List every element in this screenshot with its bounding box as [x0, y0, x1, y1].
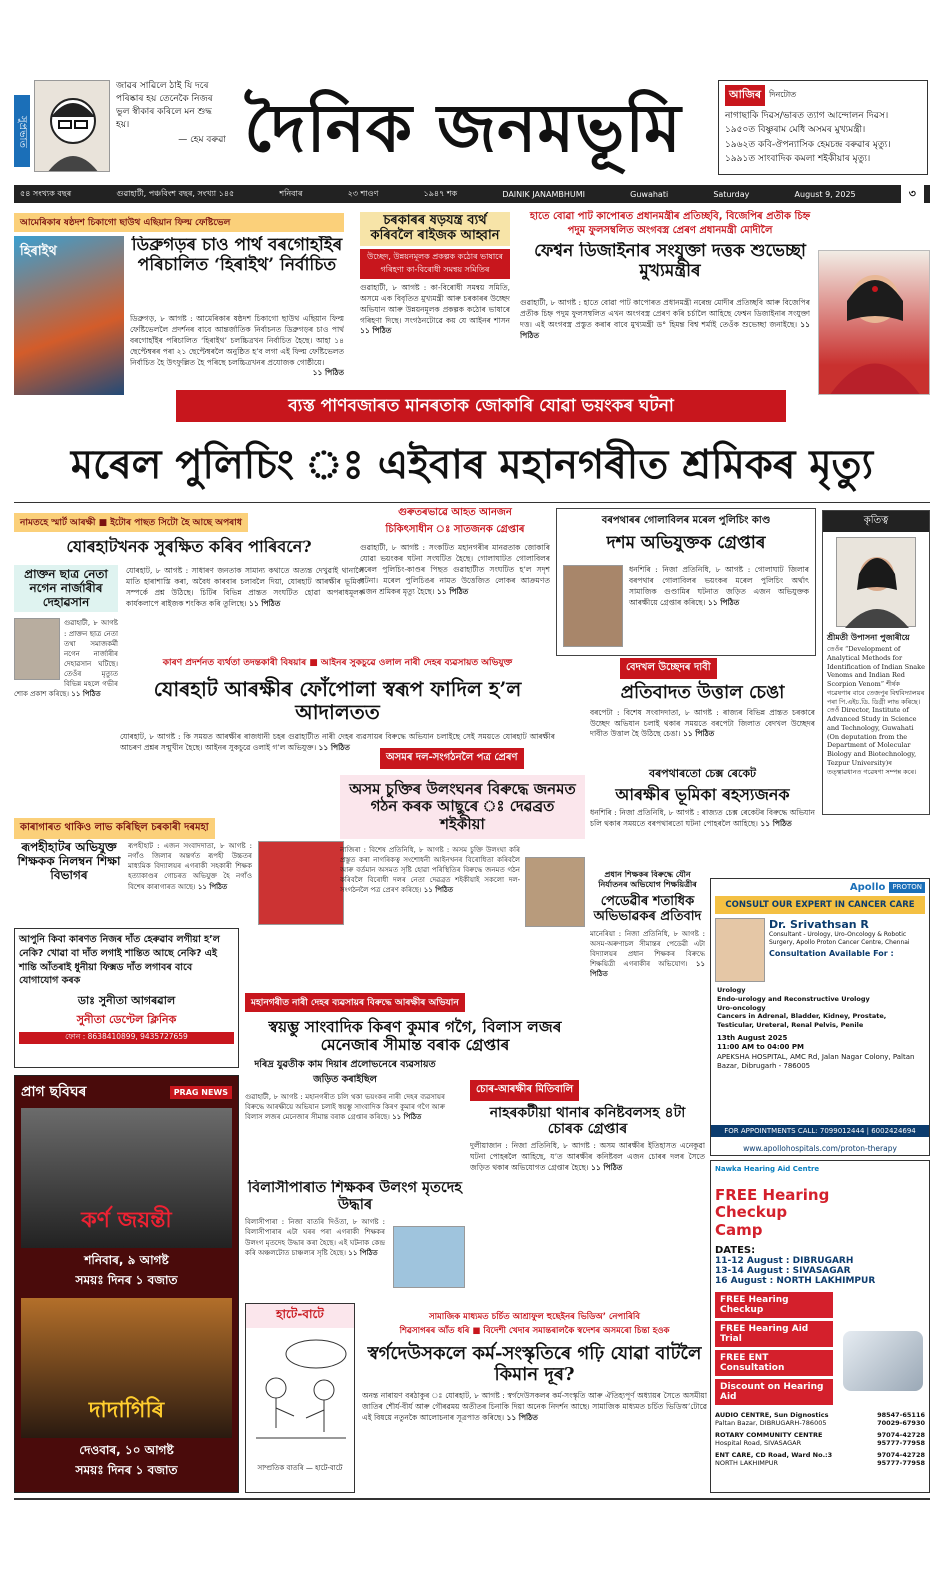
- cinema-badge: PRAG NEWS: [170, 1086, 232, 1099]
- kicker: বেদখল উচ্ছেদৰ দাবী: [620, 658, 717, 679]
- kicker: আমেৰিকাৰ ষষ্ঠদশ চিকাগো ছাউথ এছিয়ান ফিল্ম ফেষ্টিভেল: [14, 213, 344, 232]
- story-court: কাৰণ প্ৰদৰ্শনত ব্যৰ্থতা তদন্তকাৰী বিষয়াৰ ■ আইনৰ সুকচুৱে ওলাল নাৰী দেহৰ ব্যৱসায়ত অভিযুক্ত যোৰহাট আৰক্ষীৰ ফোঁপোলা স্বৰূপ ফাদিল হ’ল আদালতত যোৰহাট, ৮ আগষ্ট : কি সময়ত আৰক্ষীৰ ৰাজধানী চহৰ গুৱাহাটীত নাৰী দেহৰ ব্যৱসায়ৰ বিৰুদ্ধে অভিযান চলাইছে সেই সময়তে যোৰহাট আৰক্ষীৰ আচৰণ প্ৰশ্নৰ সন্মুখীন হৈছে। আইনৰ সুকচুৱে ওলাই গ’ল অভিযুক্ত। ১১ পিঠিত: [120, 658, 555, 752]
- headline: ডিব্ৰুগড়ৰ চাও পাৰ্থ বৰগোহাঁইৰ পৰিচালিত ‘হিৰাইথ’ নিৰ্বাচিত: [131, 236, 343, 275]
- today-item: ১৯৫০ত বিষ্ণুৰাম মেধি অসমৰ মুখ্যমন্ত্ৰী।: [725, 125, 866, 136]
- headline: আৰক্ষীৰ ভূমিকা ৰহস্যজনক: [615, 785, 790, 804]
- lead-headline: মৰেল পুলিচিং ঃ এইবাৰ মহানগৰীত শ্ৰমিকৰ মৃত্যু: [70, 441, 874, 488]
- today-sub: দিনটোত: [769, 90, 797, 99]
- krititwa-photo: [836, 537, 916, 627]
- apollo-appointments: FOR APPOINTMENTS CALL: 7099012444 | 6002424694: [711, 1125, 929, 1137]
- krititwa-body: তেওঁৰ “Development of Analytical Methods for Identification of Indian Snake Venoms and Indian Red Scorpion Venom” শীৰ্ষক গৱেষণাৰ বাবে তেজপুৰ বিশ্ববিদ্যালয়ৰ পৰা পি.এইচ.ডি. ডিগ্ৰী লাভ কৰিছে। তেওঁ Director, Institute of Advanced Study in Science and Technology, Guwahati (On deputation from the Department of Molecular Biology and Biotechnology, Tezpur University)ৰ তত্ত্বাৱধানত গৱেষণা সম্পন্ন কৰে।: [827, 645, 925, 776]
- apollo-banner: CONSULT OUR EXPERT IN CANCER CARE: [715, 896, 925, 914]
- headline: নাহৰকটীয়া থানাৰ কনিষ্টবলসহ ৪টা চোৰক গ্ৰেপ্তাৰ: [489, 1105, 686, 1138]
- apollo-url[interactable]: www.apollohospitals.com/proton-therapy: [743, 1144, 897, 1153]
- kicker: শিৱসাগৰৰ আঁত ধৰি ■ বিদেশী খেদাৰ সমান্তৰালকৈ স্বদেশৰ অসমৰো চিন্তা হওক: [399, 1326, 670, 1336]
- krititwa-label: কৃতিত্ব: [823, 511, 929, 532]
- story-film: [14, 210, 344, 395]
- hearing-ad: Nawka Hearing Aid Centre FREE Hearing Checkup Camp DATES: 11-12 August : DIBRUGARH 13-14 August : SIVASAGAR 16 August : NORTH LAKHIMPUR FREE Hearing Checkup FREE Hearing Aid Trial FREE ENT Consultation Discount on Hearing Aid AUDIO CENTRE, Sun Dignostics Paltan Bazar, DIBRUGARH-786005 98547-65116 70029-67930 ROTARY COMMUNITY CENTRE Hospital Road, SIVASAGAR 97074-42728 95777-77958 ENT CARE, CD Road, Ward No.:3 NORTH LAKHIMPUR 97074-42728 95777-77958: [710, 1160, 930, 1493]
- movie-poster-1: কৰ্ণ জয়ন্তী: [21, 1108, 232, 1248]
- today-label: আজিৰ: [725, 85, 765, 106]
- kicker: চোৰ-আৰক্ষীৰ মিতিবালি: [470, 1080, 579, 1101]
- apollo-ad: Apollo PROTON CONSULT OUR EXPERT IN CANCER CARE Dr. Srivathsan R Consultant - Urology, Uro-Oncology & Robotic Surgery, Apollo Proton Cancer Centre, Chennai Consultation Available For : Urology Endo-urology and Reconstructive Urology Uro-oncology Cancers in Adrenal, Bladder, Kidney, Prostate, Testicular, Ureteral, Renal Pelvis, Penile 13th August 2025 11:00 AM to 04:00 PM APEKSHA HOSPITAL, AMC Rd, Jalan Nagar Colony, Paltan Bazar, Dibrugarh - 786005 FOR APPOINTMENTS CALL: 7099012444 | 6002424694 www.apollohospitals.com/proton-therapy: [710, 878, 930, 1156]
- story-injured: গুৰুতৰভাৱে আহত আনজন চিকিৎসাধীন ঃ সাতজনক গ্ৰেপ্তাৰ গুৱাহাটী, ৮ আগষ্ট : সংকটিত মহানগৰীৰ মানৱতাক জোকাৰি যোৱা ভয়ংকৰ ঘটনা সংঘটিত হৈছে। গোলাঘাটত গোলাবিলৰ মৰেল পুলিচিং-কাণ্ডৰ পিছত গুৱাহাটীত সংঘটিত হ’ল সদৃশ ঘটনা। মৰেল পুলিচিঙৰ নামত উত্তেজিত লোকৰ আক্ৰমণত এজন শ্ৰমিকৰ মৃত্যু হৈছে। ১১ পিঠিত: [360, 507, 550, 596]
- headline: স্বয়ম্ভু সাংবাদিক কিৰণ কুমাৰ গগৈ, বিলাস লজৰ মেনেজাৰ সীমান্ত বৰাক গ্ৰেপ্তাৰ: [268, 1017, 562, 1054]
- subhead: উচ্ছেদ, উন্নয়নমূলক প্ৰকল্পক কঠোৰ ভাষাৰে গৰিহণা কা-বিৰোধী সমন্বয় সমিতিৰ: [360, 249, 510, 279]
- headline: যোৰহাটখনক সুৰক্ষিত কৰিব পাৰিবনে?: [66, 537, 312, 556]
- headline: যোৰহাট আৰক্ষীৰ ফোঁপোলা স্বৰূপ ফাদিল হ’ল আদালতত: [153, 677, 522, 724]
- story-teacher-suspend: কাৰাগাৰত থাকিও লাভ কৰিছিল চৰকাৰী দৰমহা ৰূপহীহাটৰ অভিযুক্ত শিক্ষকক নিলম্বন শিক্ষা বিভাগৰ ৰূপহীহাট : এজন সংবাদদাতা, ৮ আগষ্ট : নগাঁও জিলাৰ অন্তৰ্গত ৰূপহী উচ্চতৰ মাধ্যমিক বিদ্যালয়ৰ এগৰাকী সহকাৰী শিক্ষক হত্যাকাণ্ডৰ গোচৰত অভিযুক্ত হৈ নগাঁও বিশেষ কাৰাগাৰত আছে। ১১ পিঠিত: [14, 815, 344, 925]
- banner-red: ব্যস্ত পাণবজাৰত মানৰতাক জোকাৰি যোৱা ভয়ংকৰ ঘটনা: [176, 390, 786, 422]
- story-fashion: [520, 210, 930, 395]
- story-body: ডিব্ৰুগড়, ৮ আগষ্ট : আমেৰিকাৰ ষষ্ঠদশ চিকাগো ছাউথ এছিয়ান ফিল্ম ফেষ্টিভেললৈ প্ৰদৰ্শনৰ বাবে আন্তৰ্জাতিক নিৰ্বাচনত ডিব্ৰুগড়ৰ চাও পাৰ্থ বৰগোহাঁইৰ পৰিচালিত ‘হিৰাইথ’ চলচ্চিত্ৰখন নিৰ্বাচিত হৈছে। আহা ১৪ ছেপ্টেম্বৰৰ পৰা ২১ ছেপ্টেম্বৰলৈ অনুষ্ঠিত হ’ব লগা এই ফিল্ম ফেষ্টিভেলত নিৰ্বাচিত হৈ উৎফুল্লিত হৈ পৰিছে চলচ্চিত্ৰখনৰ প্ৰযোজক গোষ্ঠীয়ে। ১১ পিঠিত: [130, 314, 344, 378]
- teacher-photo: [258, 841, 344, 925]
- quote-portrait: [34, 80, 110, 172]
- kicker: মহানগৰীত নাৰী দেহৰ ব্যৱসায়ৰ বিৰুদ্ধে আৰক্ষীৰ অভিযান: [245, 993, 465, 1012]
- kicker: অসমৰ দল-সংগঠনলৈ পত্ৰ প্ৰেৰণ: [380, 748, 524, 769]
- story-sex-racket: বৰপথাৰতো চেক্স ৰেকেট আৰক্ষীৰ ভূমিকা ৰহস্যজনক ধনশিৰি : নিজা প্ৰতিনিধি, ৮ আগষ্ট : ৰাজ্যত চেক্স ৰেকেটৰ বিৰুদ্ধে অভিযান চলি থকাৰ সময়তে বৰপথাৰতো ঘটনা পোহৰলৈ আহিছে। ১১ পিঠিত: [590, 767, 815, 829]
- story-eviction: বেদখল উচ্ছেদৰ দাবী প্ৰতিবাদত উত্তাল চেঙা বৰপেটা : বিশেষ সংবাদদাতা, ৮ আগষ্ট : ৰাজ্যৰ বিভিন্ন প্ৰান্তত চৰকাৰে উচ্ছেদ অভিযান চলাই থকাৰ সময়তে বৰপেটা জিলাত বেদখল উচ্ছেদৰ দাবীত উত্তাল হৈ উঠিছে চেঙা। ১১ পিঠিত: [590, 655, 815, 755]
- headline: বিলাসীপাৰাত শিক্ষকৰ উলংগ মৃতদেহ উদ্ধাৰ: [247, 1180, 462, 1213]
- movie-poster-2: দাদাগিৰি: [21, 1298, 232, 1438]
- today-item: নাগাছাকি দিৱস/ভাৰত ত্যাগ আন্দোলন দিৱস।: [725, 111, 889, 121]
- headline: চৰকাৰৰ ষড়যন্ত্ৰ ব্যৰ্থ কৰিবলৈ ৰাইজক আহ্বান: [360, 212, 510, 246]
- masthead: [0, 0, 945, 185]
- hearing-headline: FREE Hearing Checkup Camp: [715, 1186, 830, 1239]
- politician-photo: [525, 857, 585, 927]
- obit-photo: [14, 618, 60, 680]
- doctor-photo: [715, 918, 765, 982]
- kicker: চিকিৎসাধীন ঃ সাতজনক গ্ৰেপ্তাৰ: [385, 524, 525, 535]
- story-golabil: বৰপথাৰৰ গোলাবিলৰ মৰেল পুলিচিং কাণ্ড দশম অভিযুক্তক গ্ৰেপ্তাৰ ধনশিৰি : নিজা প্ৰতিনিধি, ৮ আগষ্ট : গোলাঘাট জিলাৰ বৰপথাৰ গোলাবিলৰ ভয়ংকৰ মৰেল পুলিচিং অৰ্থাৎ সামাজিক গুণ্ডামিৰ ঘটনাত জড়িত এজন অভিযুক্তক আৰক্ষীয়ে গ্ৰেপ্তাৰ কৰিছে। ১১ পিঠিত: [556, 508, 816, 656]
- film-poster: হিৰাইথ: [14, 236, 124, 395]
- cinema-title: প্ৰাগ ছবিঘৰ: [21, 1084, 87, 1100]
- kicker: সামাজিক মাধ্যমত চৰ্চিত আশ্ৰাফুল হুছেইনৰ ভিডিঅ’ নেপাৰিবি: [428, 1312, 641, 1322]
- headline: ৰূপহীহাটৰ অভিযুক্ত শিক্ষকক নিলম্বন শিক্ষা বিভাগৰ: [17, 840, 121, 882]
- today-item: ১৯৬২ত কবি-ঔপন্যাসিক হেমচন্দ্ৰ বৰুৱাৰ মৃত্যু।: [725, 139, 891, 150]
- headline: প্ৰতিবাদত উত্তাল চেঙা: [620, 682, 785, 703]
- teacher-photo-2: [393, 1226, 465, 1288]
- kicker: প্ৰধান শিক্ষকৰ বিৰুদ্ধে যৌন নিৰ্যাতনৰ অভিযোগ শিক্ষয়িত্ৰীৰ: [598, 870, 697, 890]
- haate-baate-label: হাটে-বাটে: [246, 1304, 354, 1328]
- haate-baate: হাটে-বাটে সাম্প্ৰতিক বাতৰি — হাটে-বাটে: [245, 1303, 355, 1493]
- kicker: নামতহে স্মাৰ্ট আৰক্ষী ■ ইটোৰ পাছত সিটো হৈ আছে অপৰাধ: [14, 513, 248, 532]
- masthead-quote: জাৱৰ সাৱিলে ঠাই যি দৰে পৰিষ্কাৰ হয় তেনেকৈ নিজৰ ভুল স্বীকাৰ কৰিলে মন শুদ্ধ হয়। — হেম বৰুৱা: [116, 80, 226, 172]
- kicker: বৰপথাৰতো চেক্স ৰেকেট: [648, 767, 757, 780]
- hearing-device-image: [843, 1331, 923, 1391]
- headline: স্বৰ্গদেউসকলে কৰ্ম-সংস্কৃতিৰে গঢ়ি যোৱা বাটলৈ কিমান দূৰ?: [367, 1343, 702, 1385]
- headline: দশম অভিযুক্তক গ্ৰেপ্তাৰ: [606, 533, 766, 553]
- headline: প্ৰাক্তন ছাত্ৰ নেতা নগেন নাৰ্জাৰীৰ দেহাৱসান: [14, 565, 118, 612]
- subhead: দৰিদ্ৰ যুৱতীক কাম দিয়াৰ প্ৰলোভনেৰে ব্যৱসায়ত জড়িত কৰাইছিল: [254, 1058, 436, 1085]
- accused-photo: [563, 565, 623, 647]
- cartoon: [246, 1328, 354, 1458]
- story-journalist: মহানগৰীত নাৰী দেহৰ ব্যৱসায়ৰ বিৰুদ্ধে আৰক্ষীৰ অভিযান স্বয়ম্ভু সাংবাদিক কিৰণ কুমাৰ গগৈ, বিলাস লজৰ মেনেজাৰ সীমান্ত বৰাক গ্ৰেপ্তাৰ দৰিদ্ৰ যুৱতীক কাম দিয়াৰ প্ৰলোভনেৰে ব্যৱসায়ত জড়িত কৰাইছিল গুৱাহাটী, ৮ আগষ্ট : মহানগৰীত চলি থকা ভয়ংকৰ নাৰী দেহৰ ব্যৱসায়ৰ বিৰুদ্ধে আৰক্ষীয়ে অভিযান চলাই স্বয়ম্ভু সাংবাদিক কিৰণ কুমাৰ গগৈ আৰু বিলাস লজৰ মেনেজাৰ সীমান্ত বৰাক গ্ৰেপ্তাৰ কৰিছে। ১১ পিঠিত: [245, 990, 585, 1175]
- today-box: [718, 80, 928, 175]
- headline: পেডেৱীৰ শতাধিক অভিভাৱকৰ প্ৰতিবাদ: [593, 893, 702, 924]
- story-body-found: বিলাসীপাৰাত শিক্ষকৰ উলংগ মৃতদেহ উদ্ধাৰ বিলাসীপাৰা : নিজা বাতৰি দিওঁতা, ৮ আগষ্ট : বিলাসীপাৰাৰ এটা ঘৰৰ পৰা এগৰাকী শিক্ষকৰ উলংগ মৃতদেহ উদ্ধাৰ কৰা হৈছে। এই ঘটনাক কেন্দ্ৰ কৰি অঞ্চলটোত চাঞ্চল্যৰ সৃষ্টি হৈছে। ১১ পিঠিত: [245, 1180, 465, 1290]
- story-obit: প্ৰাক্তন ছাত্ৰ নেতা নগেন নাৰ্জাৰীৰ দেহাৱসান গুৱাহাটী, ৮ আগষ্ট : প্ৰাক্তন ছাত্ৰ নেতা তথা সমাজকৰ্মী নগেন নাৰ্জাৰীৰ দেহাৱসান ঘটিছে। তেওঁৰ মৃত্যুত বিভিন্ন মহলে গভীৰ শোক প্ৰকাশ কৰিছে। ১১ পিঠিত: [14, 567, 118, 699]
- page-number: ৩: [901, 185, 924, 203]
- kicker: কাৰাগাৰত থাকিও লাভ কৰিছিল চৰকাৰী দৰমহা: [14, 818, 215, 839]
- dateline-bar: ৫৪ সংখ্যক বছৰ গুৱাহাটী, পঞ্চবিংশ বছৰ, সংখ্যা ১৪৫ শনিবাৰ ২৩ শাওণ ১৯৪৭ শক DAINIK JANAMBHUMI Guwahati Saturday August 9, 2025 ৩: [14, 185, 930, 203]
- headline: ফেশ্বন ডিজাইনাৰ সংযুক্তা দত্তক শুভেচ্ছা মুখ্যমন্ত্ৰীৰ: [534, 242, 806, 281]
- story-culture: সামাজিক মাধ্যমত চৰ্চিত আশ্ৰাফুল হুছেইনৰ ভিডিঅ’ নেপাৰিবি শিৱসাগৰৰ আঁত ধৰি ■ বিদেশী খেদাৰ সমান্তৰালকৈ স্বদেশৰ অসমৰো চিন্তা হওক স্বৰ্গদেউসকলে কৰ্ম-সংস্কৃতিৰে গঢ়ি যোৱা বাটলৈ কিমান দূৰ? অনন্ত নাৰায়ণ বৰঠাকুৰ ঃ যোৰহাট, ৮ আগষ্ট : স্বৰ্গদেউসকলৰ কৰ্ম-সংস্কৃতি আৰু ঐতিহ্যপূৰ্ণ অধ্যায়ৰ সৈতে অসমীয়া জাতিৰ শৌৰ্য-বীৰ্য আৰু গৌৰৱময় অতীতৰ চিনাকি দিয়া অনেক নিদৰ্শন আছে। সামাজিক মাধ্যমত চৰ্চিত ভিডিঅ’টোৱে এই বিষয়ে নতুনকৈ আলোচনাৰ সূত্ৰপাত কৰিছে। ১১ পিঠিত: [362, 1312, 707, 1423]
- krititwa-name: শ্ৰীমতী উপাসনা পুজাৰীয়ে: [827, 633, 910, 642]
- dental-ad: আপুনি কিবা কাৰণত নিজৰ দাঁত হেৰুৱাব লগীয়া হ’ল নেকি? খোৱা বা দাঁত লগাই শান্তিত আছে নেকি? এই শান্তি আঁতৰাই ধুনীয়া ফিক্সড দাঁত লগাবৰ বাবে যোগাযোগ কৰক ডাঃ সুনীতা আগৰৱাল সুনীতা ডেণ্টেল ক্লিনিক ফোন : 8638410899, 9435727659: [14, 928, 239, 1068]
- paper-title: দৈনিক জনমভূমি: [244, 89, 682, 167]
- kicker: হাতে বোৱা পাট কাপোৰত প্ৰধানমন্ত্ৰীৰ প্ৰতিচ্ছবি, বিজেপিৰ প্ৰতীক চিহ্ন পদুম ফুলসম্বলিত অংগবস্ত্ৰ প্ৰেৰণ প্ৰধানমন্ত্ৰী মোদীলৈ: [529, 211, 811, 236]
- kicker: গুৰুতৰভাৱে আহত আনজন: [398, 507, 512, 518]
- today-item: ১৯৯১ত সাংবাদিক কমলা শইকীয়াৰ মৃত্যু।: [725, 154, 871, 165]
- story-principal: প্ৰধান শিক্ষকৰ বিৰুদ্ধে যৌন নিৰ্যাতনৰ অভিযোগ শিক্ষয়িত্ৰীৰ পেডেৱীৰ শতাধিক অভিভাৱকৰ প্ৰতিবাদ মানেৰিয়া : নিজা প্ৰতিনিধি, ৮ আগষ্ট : অসম-অৰুণাচল সীমান্তৰ পেডেৱী এটা বিদ্যালয়ৰ প্ৰধান শিক্ষকৰ বিৰুদ্ধে শিক্ষয়িত্ৰী এগৰাকীৰ অভিযোগ। ১১ পিঠিত: [590, 870, 705, 979]
- rule: [14, 1498, 930, 1500]
- kicker: বৰপথাৰৰ গোলাবিলৰ মৰেল পুলিচিং কাণ্ড: [601, 515, 771, 526]
- cinema-ad: প্ৰাগ ছবিঘৰ PRAG NEWS কৰ্ণ জয়ন্তী শনিবাৰ, ৯ আগষ্ট সময়ঃ দিনৰ ১ বজাত দাদাগিৰি দেওবাৰ, ১০ আগষ্ট সময়ঃ দিনৰ ১ বজাত: [14, 1075, 239, 1493]
- designer-photo: [818, 250, 930, 395]
- headline: অসম চুক্তিৰ উলংঘনৰ বিৰুদ্ধে জনমত গঠন কৰক আছুৰে ঃ দেৱব্ৰত শইকীয়া: [340, 775, 585, 839]
- story-govt: চৰকাৰৰ ষড়যন্ত্ৰ ব্যৰ্থ কৰিবলৈ ৰাইজক আহ্বান উচ্ছেদ, উন্নয়নমূলক প্ৰকল্পক কঠোৰ ভাষাৰে গৰিহণা কা-বিৰোধী সমন্বয় সমিতিৰ গুৱাহাটী, ৮ আগষ্ট : কা-বিৰোধী সমন্বয় সমিতি, অসমে এক বিবৃতিত মুখ্যমন্ত্ৰী আৰু চৰকাৰৰ উচ্ছেদ অভিযান আৰু উন্নয়নমূলক প্ৰকল্পক কঠোৰ ভাষাৰে গৰিহণা দিছে। সংগঠনটোৱে কয় যে আইনৰ শাসন ১১ পিঠিত: [360, 213, 510, 336]
- story-body: গুৱাহাটী, ৮ আগষ্ট : হাতে বোৱা পাট কাপোৰত প্ৰধানমন্ত্ৰী নৰেন্দ্ৰ মোদীৰ প্ৰতিচ্ছবি আৰু বিজেপিৰ প্ৰতীক চিহ্ন পদুম ফুলসম্বলিত এখন অংগবস্ত্ৰ প্ৰেৰণ কৰি চৰ্চালৈ আহিছে ফেশ্বন ডিজাইনাৰ সংযুক্তা দত্ত। এই অংগবস্ত্ৰ প্ৰস্তুত কৰাৰ বাবে মুখ্যমন্ত্ৰী ড° হিমন্ত বিশ্ব শৰ্মাই তেওঁক শুভেচ্ছা জনাইছে। ১১ পিঠিত: [520, 298, 810, 340]
- krititwa: [822, 510, 930, 815]
- rule: [14, 502, 930, 503]
- story-jorhat: নামতহে স্মাৰ্ট আৰক্ষী ■ ইটোৰ পাছত সিটো হৈ আছে অপৰাধ যোৰহাটখনক সুৰক্ষিত কৰিব পাৰিবনে? যোৰহাট, ৮ আগষ্ট : সাধাৰণ জনতাক সামান্য কথাতে অত্যন্ত দেখুৱাই থানালৈ মাতি হাৰাশাস্তি কৰা, অবৈধ কাৰবাৰ চলাবলৈ দিয়া, যোৰহাট আৰক্ষীৰ ভূমিকা সম্পৰ্কে প্ৰশ্ন উঠিছে। চিটিৰ বিভিন্ন প্ৰান্তত সংঘটিত হোৱা অপৰাধমূলক কাৰ্যকলাপে ৰাইজক শংকিত কৰি তুলিছে। ১১ পিঠিত: [14, 510, 364, 650]
- story-accord: অসমৰ দল-সংগঠনলৈ পত্ৰ প্ৰেৰণ অসম চুক্তিৰ উলংঘনৰ বিৰুদ্ধে জনমত গঠন কৰক আছুৰে ঃ দেৱব্ৰত শইকীয়া নাজিৰা : বিশেষ প্ৰতিনিধি, ৮ আগষ্ট : অসম চুক্তি উলংঘা কৰি প্ৰস্তুত কৰা নাগৰিকত্ব সংশোধনী আইনখনৰ বিৰোধিতা কৰিবলৈ আৰু বৰ্তমান অসমত সৃষ্টি হোৱা পৰিস্থিতিৰ বিৰুদ্ধে জনমত গঠন কৰিবলৈ বিৰোধী দলৰ নেতা দেৱব্ৰত শইকীয়াই সকলো দল-সংগঠনলৈ পত্ৰ প্ৰেৰণ কৰিছে। ১১ পিঠিত: [340, 745, 585, 990]
- story-police-theft: চোৰ-আৰক্ষীৰ মিতিবালি নাহৰকটীয়া থানাৰ কনিষ্টবলসহ ৪টা চোৰক গ্ৰেপ্তাৰ দুলীয়াজান : নিজা প্ৰতিনিধি, ৮ আগষ্ট : অসম আৰক্ষীৰ ইতিহাসত এনেকুৱা ঘটনা পোহৰলৈ আহিছে, য’ত আৰক্ষীৰ কনিষ্টবল এজন চোৰৰ দলৰ সৈতে জড়িত থকাৰ অভিযোগত গ্ৰেপ্তাৰ হৈছে। ১১ পিঠিত: [470, 1077, 705, 1252]
- side-label: সুপ্রভাত: [14, 95, 30, 167]
